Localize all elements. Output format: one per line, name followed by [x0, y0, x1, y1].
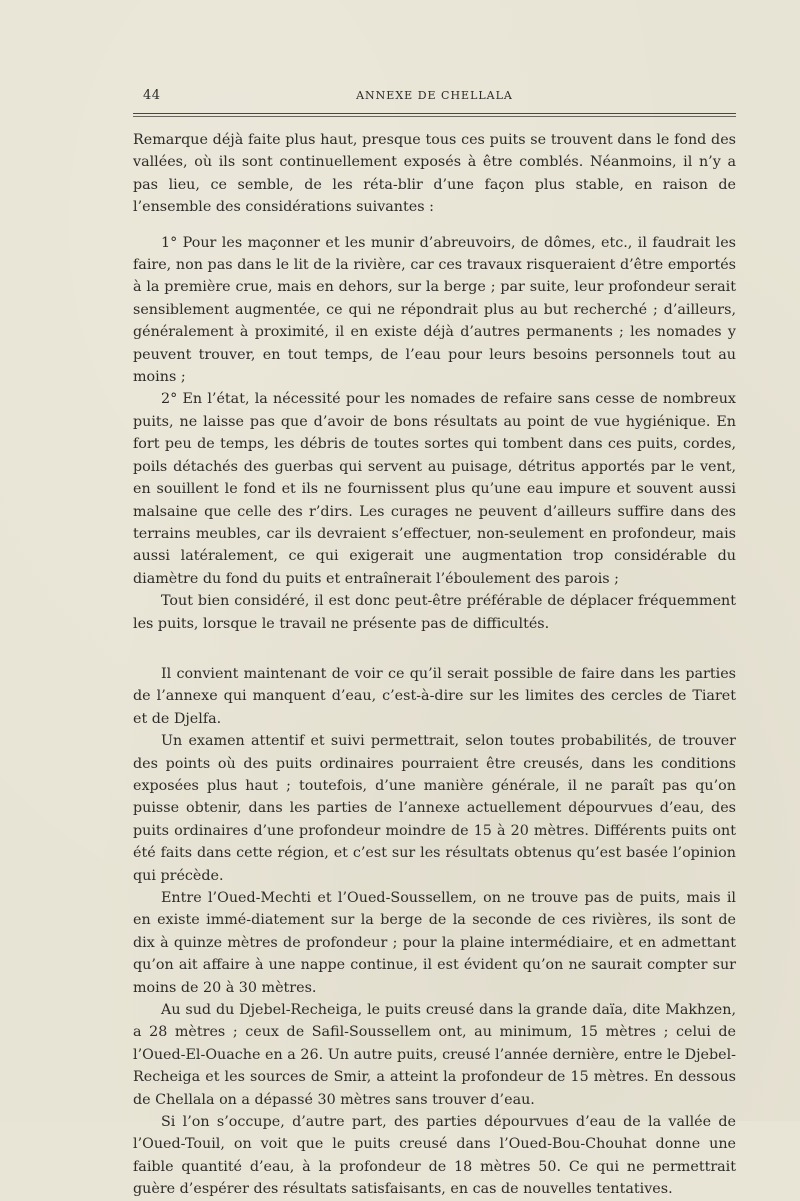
running-title: ANNEXE DE CHELLALA — [356, 89, 513, 102]
paragraph: Au sud du Djebel-Recheiga, le puits creusé dans la grande daïa, dite Makhzen, a 28 mètres ; ceux de Safil-Soussellem ont, au minimum, 15 mètres ; celui de l’Oued-El-Ouache en a 26. Un autre puits, creusé l’année dernière, entre le Djebel-Recheiga et les sources de Smir, a atteint la profondeur de 15 mètres. En dessous de Chellala on a dépassé 30 mètres sans trouver d’eau. — [133, 1002, 736, 1108]
paragraph: 1° Pour les maçonner et les munir d’abreuvoirs, de dômes, etc., il faudrait les faire, non pas dans le lit de la rivière, car ces travaux risqueraient d’être emportés à la première crue, mais en dehors, sur la berge ; par suite, leur profondeur serait sensiblement augmentée, ce qui ne répondrait plus au but recherché ; d’ailleurs, généralement à proximité, il en existe déjà d’autres permanents ; les nomades y peuvent trouver, en tout temps, de l’eau pour leurs besoins personnels tout au moins ; — [133, 234, 736, 386]
header-rule-top — [133, 113, 736, 114]
running-header — [133, 88, 736, 108]
paragraph: Si l’on s’occupe, d’autre part, des parties dépourvues d’eau de la vallée de l’Oued-Touil, on voit que le puits creusé dans l’Oued-Bou-Chouhat donne une faible quantité d’eau, à la profondeur de 18 mètres 50. Ce qui ne permettrait guère d’espérer des résultats satisfaisants, en cas de nouvelles tentatives. — [133, 1114, 736, 1198]
page-number: 44 — [143, 88, 161, 103]
paragraph: Entre l’Oued-Mechti et l’Oued-Soussellem, on ne trouve pas de puits, mais il en existe immé-diatement sur la berge de la seconde de ces rivières, ils sont de dix à quinze mètres de profondeur ; pour la plaine intermédiaire, et en admettant qu’on ait affaire à une nappe continue, il est évident qu’on ne saurait compter sur moins de 20 à 30 mètres. — [133, 890, 736, 996]
paragraph: Il convient maintenant de voir ce qu’il serait possible de faire dans les parties de l’annexe qui manquent d’eau, c’est-à-dire sur les limites des cercles de Tiaret et de Djelfa. — [133, 665, 736, 727]
paragraph: Remarque déjà faite plus haut, presque tous ces puits se trouvent dans le fond des vallées, où ils sont continuellement exposés à être comblés. Néanmoins, il n’y a pas lieu, ce semble, de les réta-blir d’une façon plus stable, en raison de l’ensemble des considérations suivantes : — [133, 132, 736, 216]
paragraph: Un examen attentif et suivi permettrait, selon toutes probabilités, de trouver des points où des puits ordinaires pourraient être creusés, dans les conditions exposées plus haut ; toutefois, d’une manière générale, il ne paraît pas qu’on puisse obtenir, dans les parties de l’annexe actuellement dépourvues d’eau, des puits ordinaires d’une profondeur moindre de 15 à 20 mètres. Différents puits ont été faits dans cette région, et c’est sur les résultats obtenus qu’est basée l’opinion qui précède. — [133, 733, 736, 884]
body-text — [133, 129, 736, 1201]
header-rule-bottom — [133, 116, 736, 117]
paragraph: 2° En l’état, la nécessité pour les nomades de refaire sans cesse de nombreux puits, ne laisse pas que d’avoir de bons résultats au point de vue hygiénique. En fort peu de temps, les débris de toutes sortes qui tombent dans ces puits, cordes, poils détachés des guerbas qui servent au puisage, détritus apportés par le vent, en souillent le fond et ils ne fournissent plus qu’une eau impure et souvent aussi malsaine que celle des r’dirs. Les curages ne peuvent d’ailleurs suffire dans des terrains meubles, car ils devraient s’effectuer, non-seulement en profondeur, mais aussi latéralement, ce qui exigerait une augmentation trop considérable du diamètre du fond du puits et entraînerait l’éboulement des parois ; — [133, 391, 736, 587]
paragraph: Tout bien considéré, il est donc peut-être préférable de déplacer fréquemment les puits, lorsque le travail ne présente pas de difficultés. — [133, 593, 736, 632]
